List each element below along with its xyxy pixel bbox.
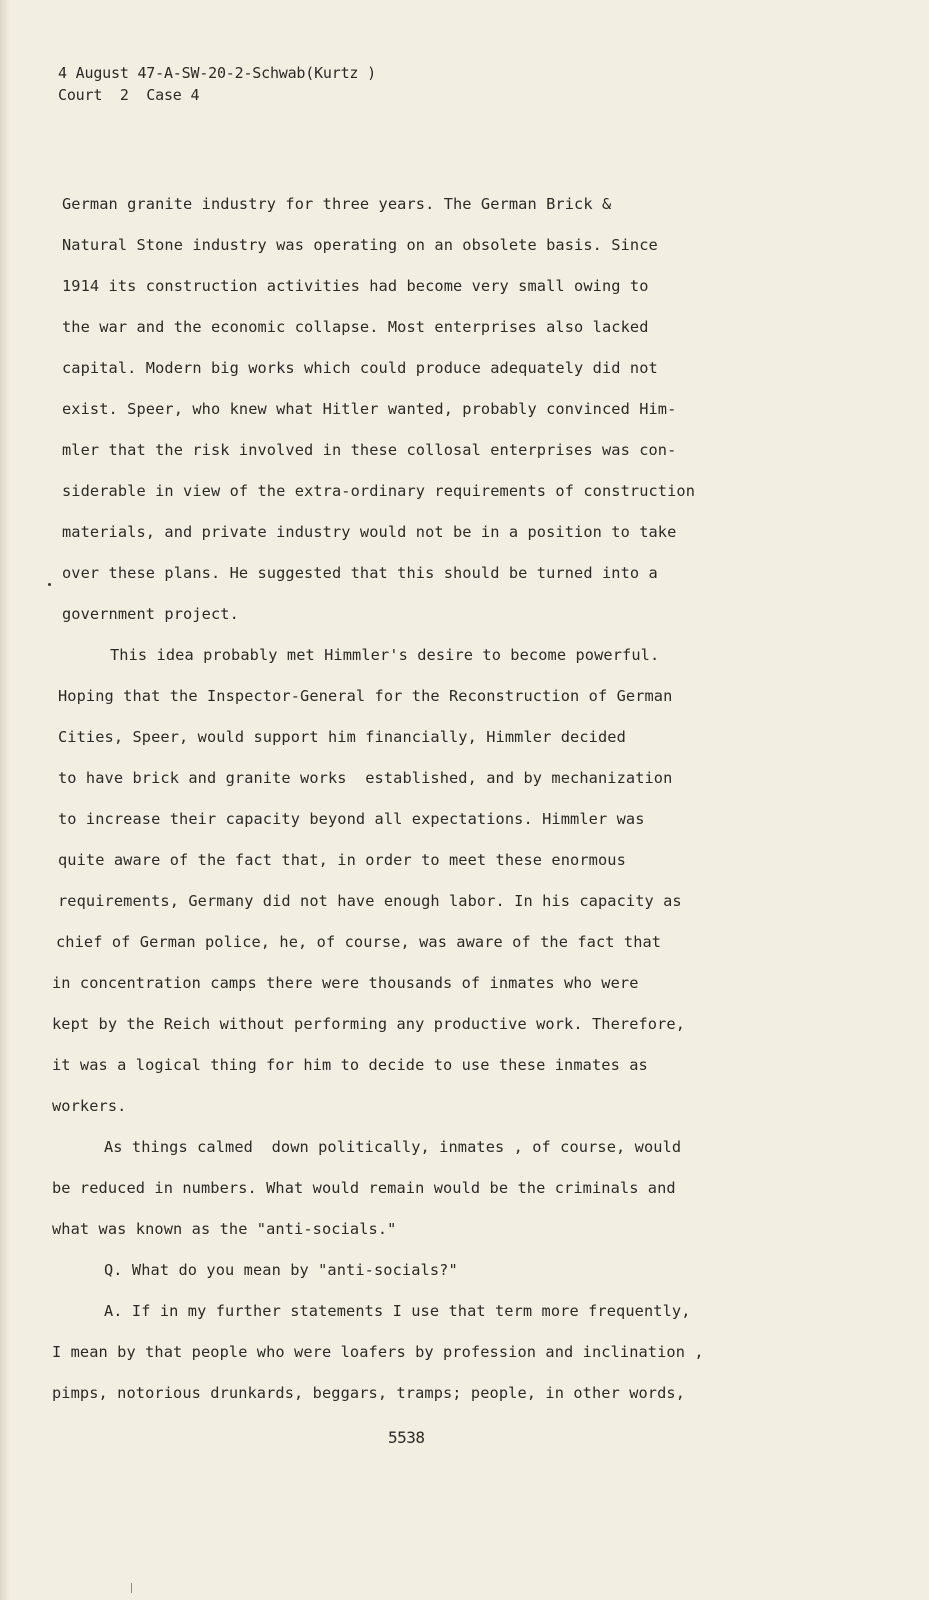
transcript-body [52,184,772,1414]
text-line: chief of German police, he, of course, was aware of the fact that [56,933,662,951]
answer-line: A. If in my further statements I use that term more frequently, [104,1302,691,1320]
page-number: 5538 [388,1428,425,1447]
text-line: what was known as the "anti-socials." [52,1220,397,1238]
text-line: German granite industry for three years. The German Brick & [62,195,612,213]
text-line: siderable in view of the extra-ordinary requirements of construction [62,482,696,500]
document-header [58,62,376,106]
header-date-line: 4 August 47-A-SW-20-2-Schwab(Kurtz ) [58,64,376,82]
text-line: Natural Stone industry was operating on an obsolete basis. Since [62,236,658,254]
text-line: mler that the risk involved in these collosal enterprises was con- [62,441,677,459]
ink-speck [48,583,51,586]
text-line: capital. Modern big works which could produce adequately did not [62,359,658,377]
paragraph-start-line: As things calmed down politically, inmates , of course, would [104,1138,682,1156]
text-line: in concentration camps there were thousands of inmates who were [52,974,639,992]
text-line: the war and the economic collapse. Most enterprises also lacked [62,318,649,336]
text-line: exist. Speer, who knew what Hitler wanted, probably convinced Him- [62,400,677,418]
text-line: requirements, Germany did not have enough labor. In his capacity as [58,892,682,910]
text-line: to increase their capacity beyond all expectations. Himmler was [58,810,645,828]
text-line: Cities, Speer, would support him financially, Himmler decided [58,728,626,746]
text-line: pimps, notorious drunkards, beggars, tramps; people, in other words, [52,1384,686,1402]
text-line: be reduced in numbers. What would remain would be the criminals and [52,1179,676,1197]
text-line: 1914 its construction activities had become very small owing to [62,277,649,295]
text-line: over these plans. He suggested that this should be turned into a [62,564,658,582]
paragraph-start-line: This idea probably met Himmler's desire to become powerful. [110,646,660,664]
text-line: materials, and private industry would not be in a position to take [62,523,677,541]
header-court-line: Court 2 Case 4 [58,86,200,104]
text-line: Hoping that the Inspector-General for the Reconstruction of German [58,687,673,705]
text-line: kept by the Reich without performing any productive work. Therefore, [52,1015,686,1033]
text-line: quite aware of the fact that, in order to meet these enormous [58,851,626,869]
text-line: government project. [62,605,239,623]
text-line: to have brick and granite works established, and by mechanization [58,769,673,787]
text-line: it was a logical thing for him to decide to use these inmates as [52,1056,648,1074]
page-edge-shadow [0,0,10,1600]
text-line: workers. [52,1097,127,1115]
scan-mark [131,1583,132,1593]
text-line: I mean by that people who were loafers by profession and inclination , [52,1343,704,1361]
question-line: Q. What do you mean by "anti-socials?" [104,1261,458,1279]
